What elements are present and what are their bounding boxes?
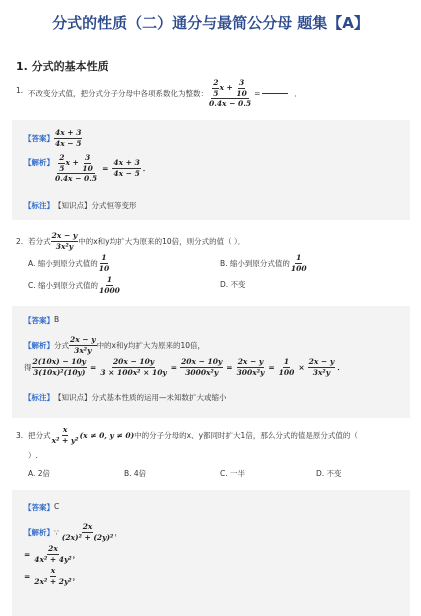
question-3-tail: ）. xyxy=(28,451,38,460)
question-number: 2. xyxy=(16,236,24,246)
analysis-formula: 得 $\frac{2(10x) - 10y}{\text{3(10x)²(10y)}}$ = $\frac{20x - 10y}{\text{3 × 100x² × 10y}}$ = $\frac{20x - 10y}{\text{3000x²y}}$ = $\frac{2x - y}{\text{300x²y}}$ = $\frac{1}{100}$ × $\frac{2x - y}{\text{3x²y}}$ ． xyxy=(24,357,345,377)
question-number: 1. xyxy=(16,86,24,95)
analysis-step-2: = $\frac{2x}{\text{4x² + 4y²}}$ ， xyxy=(24,544,81,564)
question-number: 3. xyxy=(16,430,24,440)
answer-label: 【答案】 xyxy=(24,316,54,325)
note-label: 【标注】 xyxy=(24,393,54,402)
analysis-row xyxy=(24,153,151,183)
answer-row xyxy=(24,315,59,326)
note-text: 【知识点】分式基本性质的运用—未知数扩大或缩小 xyxy=(54,393,227,402)
note-row xyxy=(24,392,227,403)
question-fraction: $\frac{2x - y}{\text{3x²y}}$ xyxy=(51,231,78,251)
question-3-line: 3. 把分式 $\frac{x}{\text{x² + y²}}$ (x ≠ 0, y ≠ 0) 中的分子分母的x、y都同时扩大1倍，那么分式的值是原分式值的（ xyxy=(16,425,358,445)
option-c[interactable]: C. 一半 xyxy=(220,469,246,478)
answer-value: C xyxy=(54,502,60,511)
page-title: 分式的性质（二）通分与最简公分母 题集【A】 xyxy=(52,14,369,32)
option-d[interactable]: D. 不变 xyxy=(220,280,246,289)
question-1-line: 不改变分式值，把分式分子分母中各项系数化为整数： $\frac{2}{5}$ x + $\frac{3}{10}$ 0.4x − 0.5 = ． xyxy=(28,78,302,108)
question-text: 不改变分式值，把分式分子分母中各项系数化为整数： xyxy=(28,88,208,98)
question-2-line: 2. 若分式 $\frac{2x - y}{\text{3x²y}}$ 中的x和y均扩大为原来的10倍，则分式的值（ ）． xyxy=(16,231,246,251)
analysis-label: 【解析】 xyxy=(24,527,54,537)
note-label: 【标注】 xyxy=(24,201,54,210)
option-b[interactable]: B. 缩小到原分式值的 $\frac{1}{100}$ xyxy=(220,253,307,273)
answer-fraction: $\frac{4x + 3}{4x - 5}$ xyxy=(55,128,82,148)
answer-label: 【答案】 xyxy=(24,503,54,512)
answer-row xyxy=(24,502,59,513)
analysis-label: 【解析】 xyxy=(24,158,54,167)
analysis-formula: $\frac{2}{5}$ x + $\frac{3}{10}$ 0.4x − 0.5 = $\frac{4x + 3}{4x - 5}$ ． xyxy=(55,153,151,183)
option-c[interactable]: C. 缩小到原分式值的 $\frac{1}{1000}$ xyxy=(28,275,120,295)
option-b[interactable]: B. 4倍 xyxy=(124,469,147,478)
solution-box-3 xyxy=(12,490,410,616)
question-fraction: $\frac{2}{5}$ x + $\frac{3}{10}$ 0.4x − 0.5 xyxy=(209,78,252,108)
answer-blank xyxy=(262,93,288,94)
answer-value: B xyxy=(54,315,60,324)
section-heading: 1. 分式的基本性质 xyxy=(16,60,109,73)
answer-row xyxy=(24,129,82,147)
analysis-label: 【解析】 xyxy=(24,340,54,350)
option-d[interactable]: D. 不变 xyxy=(316,469,342,478)
analysis-step-3: = $\frac{x}{\text{2x² + 2y²}}$ ， xyxy=(24,566,81,586)
note-text: 【知识点】分式恒等变形 xyxy=(54,201,137,210)
solution-box-1 xyxy=(12,120,410,220)
note-row xyxy=(24,200,137,211)
option-a[interactable]: A. 2倍 xyxy=(28,469,51,478)
analysis-row: 【解析】 分式 $\frac{2x - y}{\text{3x²y}}$ 中的x和y均扩大为原来的10倍， xyxy=(24,335,205,355)
analysis-row: 【解析】 ∵ $\frac{2x}{\text{(2x)² + (2y)²}}$ ， xyxy=(24,522,122,542)
question-fraction: $\frac{x}{\text{x² + y²}}$ xyxy=(51,425,79,445)
solution-box-2 xyxy=(12,306,410,418)
answer-label: 【答案】 xyxy=(24,133,54,143)
option-a[interactable]: A. 缩小到原分式值的 $\frac{1}{10}$ xyxy=(28,253,110,273)
